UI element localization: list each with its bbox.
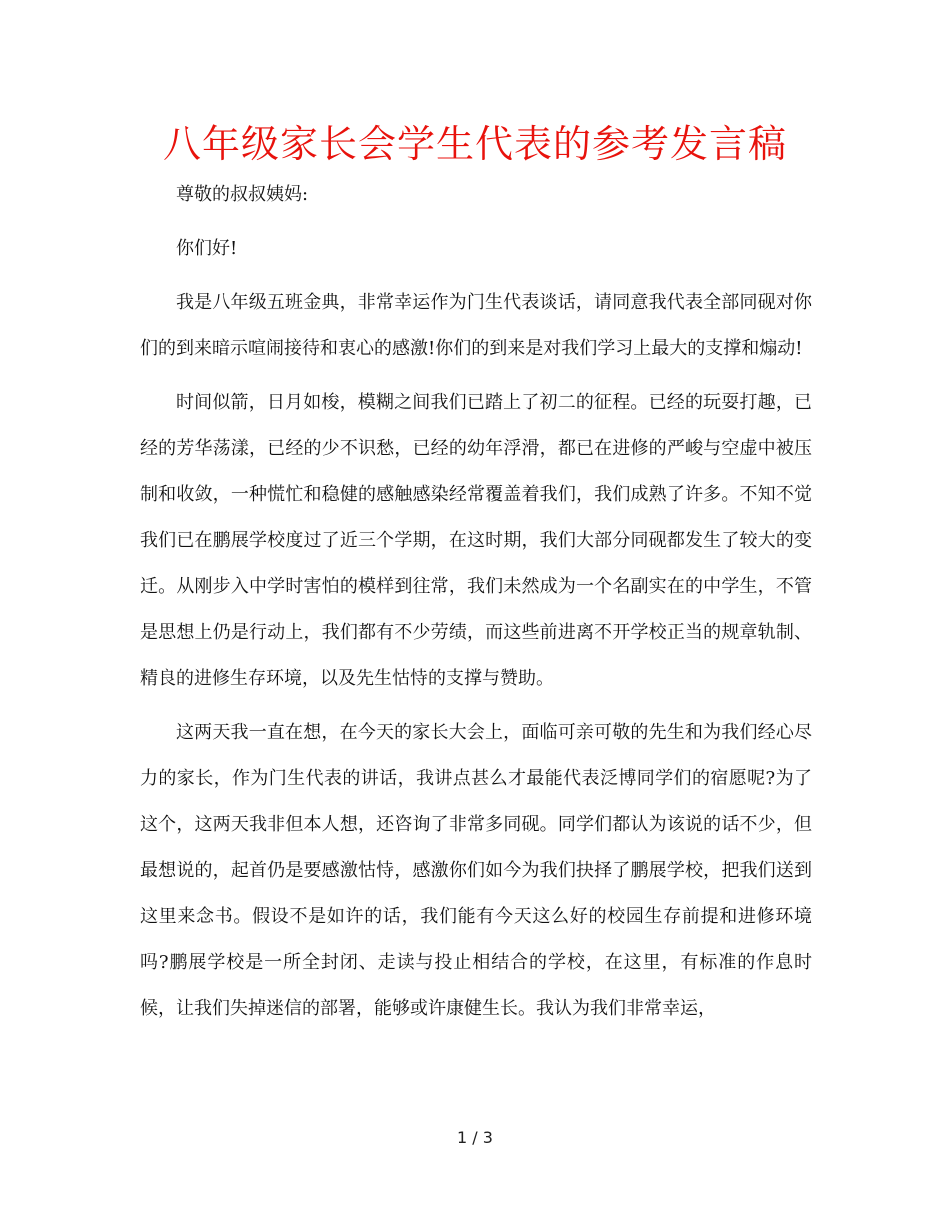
paragraph-intro: 我是八年级五班金典，非常幸运作为门生代表谈话，请同意我代表全部同砚对你们的到来暗示喧闹接待和衷心的感激!你们的到来是对我们学习上最大的支撑和煽动! xyxy=(140,292,812,359)
greeting: 你们好! xyxy=(176,238,238,259)
paragraph-gratitude: 这两天我一直在想，在今天的家长大会上，面临可亲可敬的先生和为我们经心尽力的家长，作为门生代表的讲话，我讲点甚么才最能代表泛博同学们的宿愿呢?为了这个，这两天我非但本人想，还咨询了非常多同砚。同学们都认为该说的话不少，但最想说的，起首仍是要感激怙恃，感激你们如今为我们抉择了鹏展学校，把我们送到这里来念书。假设不是如许的话，我们能有今天这么好的校园生存前提和进修环境吗?鹏展学校是一所全封闭、走读与投止相结合的学校，在这里，有标准的作息时候，让我们失掉迷信的部署，能够或许康健生长。我认为我们非常幸运， xyxy=(140,722,812,1019)
page-indicator: 1 / 3 xyxy=(457,1128,493,1147)
paragraph-growth: 时间似箭，日月如梭，模糊之间我们已踏上了初二的征程。已经的玩耍打趣，已经的芳华荡漾，已经的少不识愁，已经的幼年浮滑，都已在进修的严峻与空虚中被压制和收敛，一种慌忙和稳健的感触感染经常覆盖着我们，我们成熟了许多。不知不觉我们已在鹏展学校度过了近三个学期，在这时期，我们大部分同砚都发生了较大的变迁。从刚步入中学时害怕的模样到往常，我们未然成为一个名副实在的中学生，不管是思想上仍是行动上，我们都有不少劳绩，而这些前进离不开学校正当的规章轨制、精良的进修生存环境，以及先生怙恃的支撑与赞助。 xyxy=(140,392,812,689)
salutation: 尊敬的叔叔姨妈: xyxy=(176,184,309,205)
document-body xyxy=(140,172,812,1040)
document-title: 八年级家长会学生代表的参考发言稿 xyxy=(162,122,787,166)
